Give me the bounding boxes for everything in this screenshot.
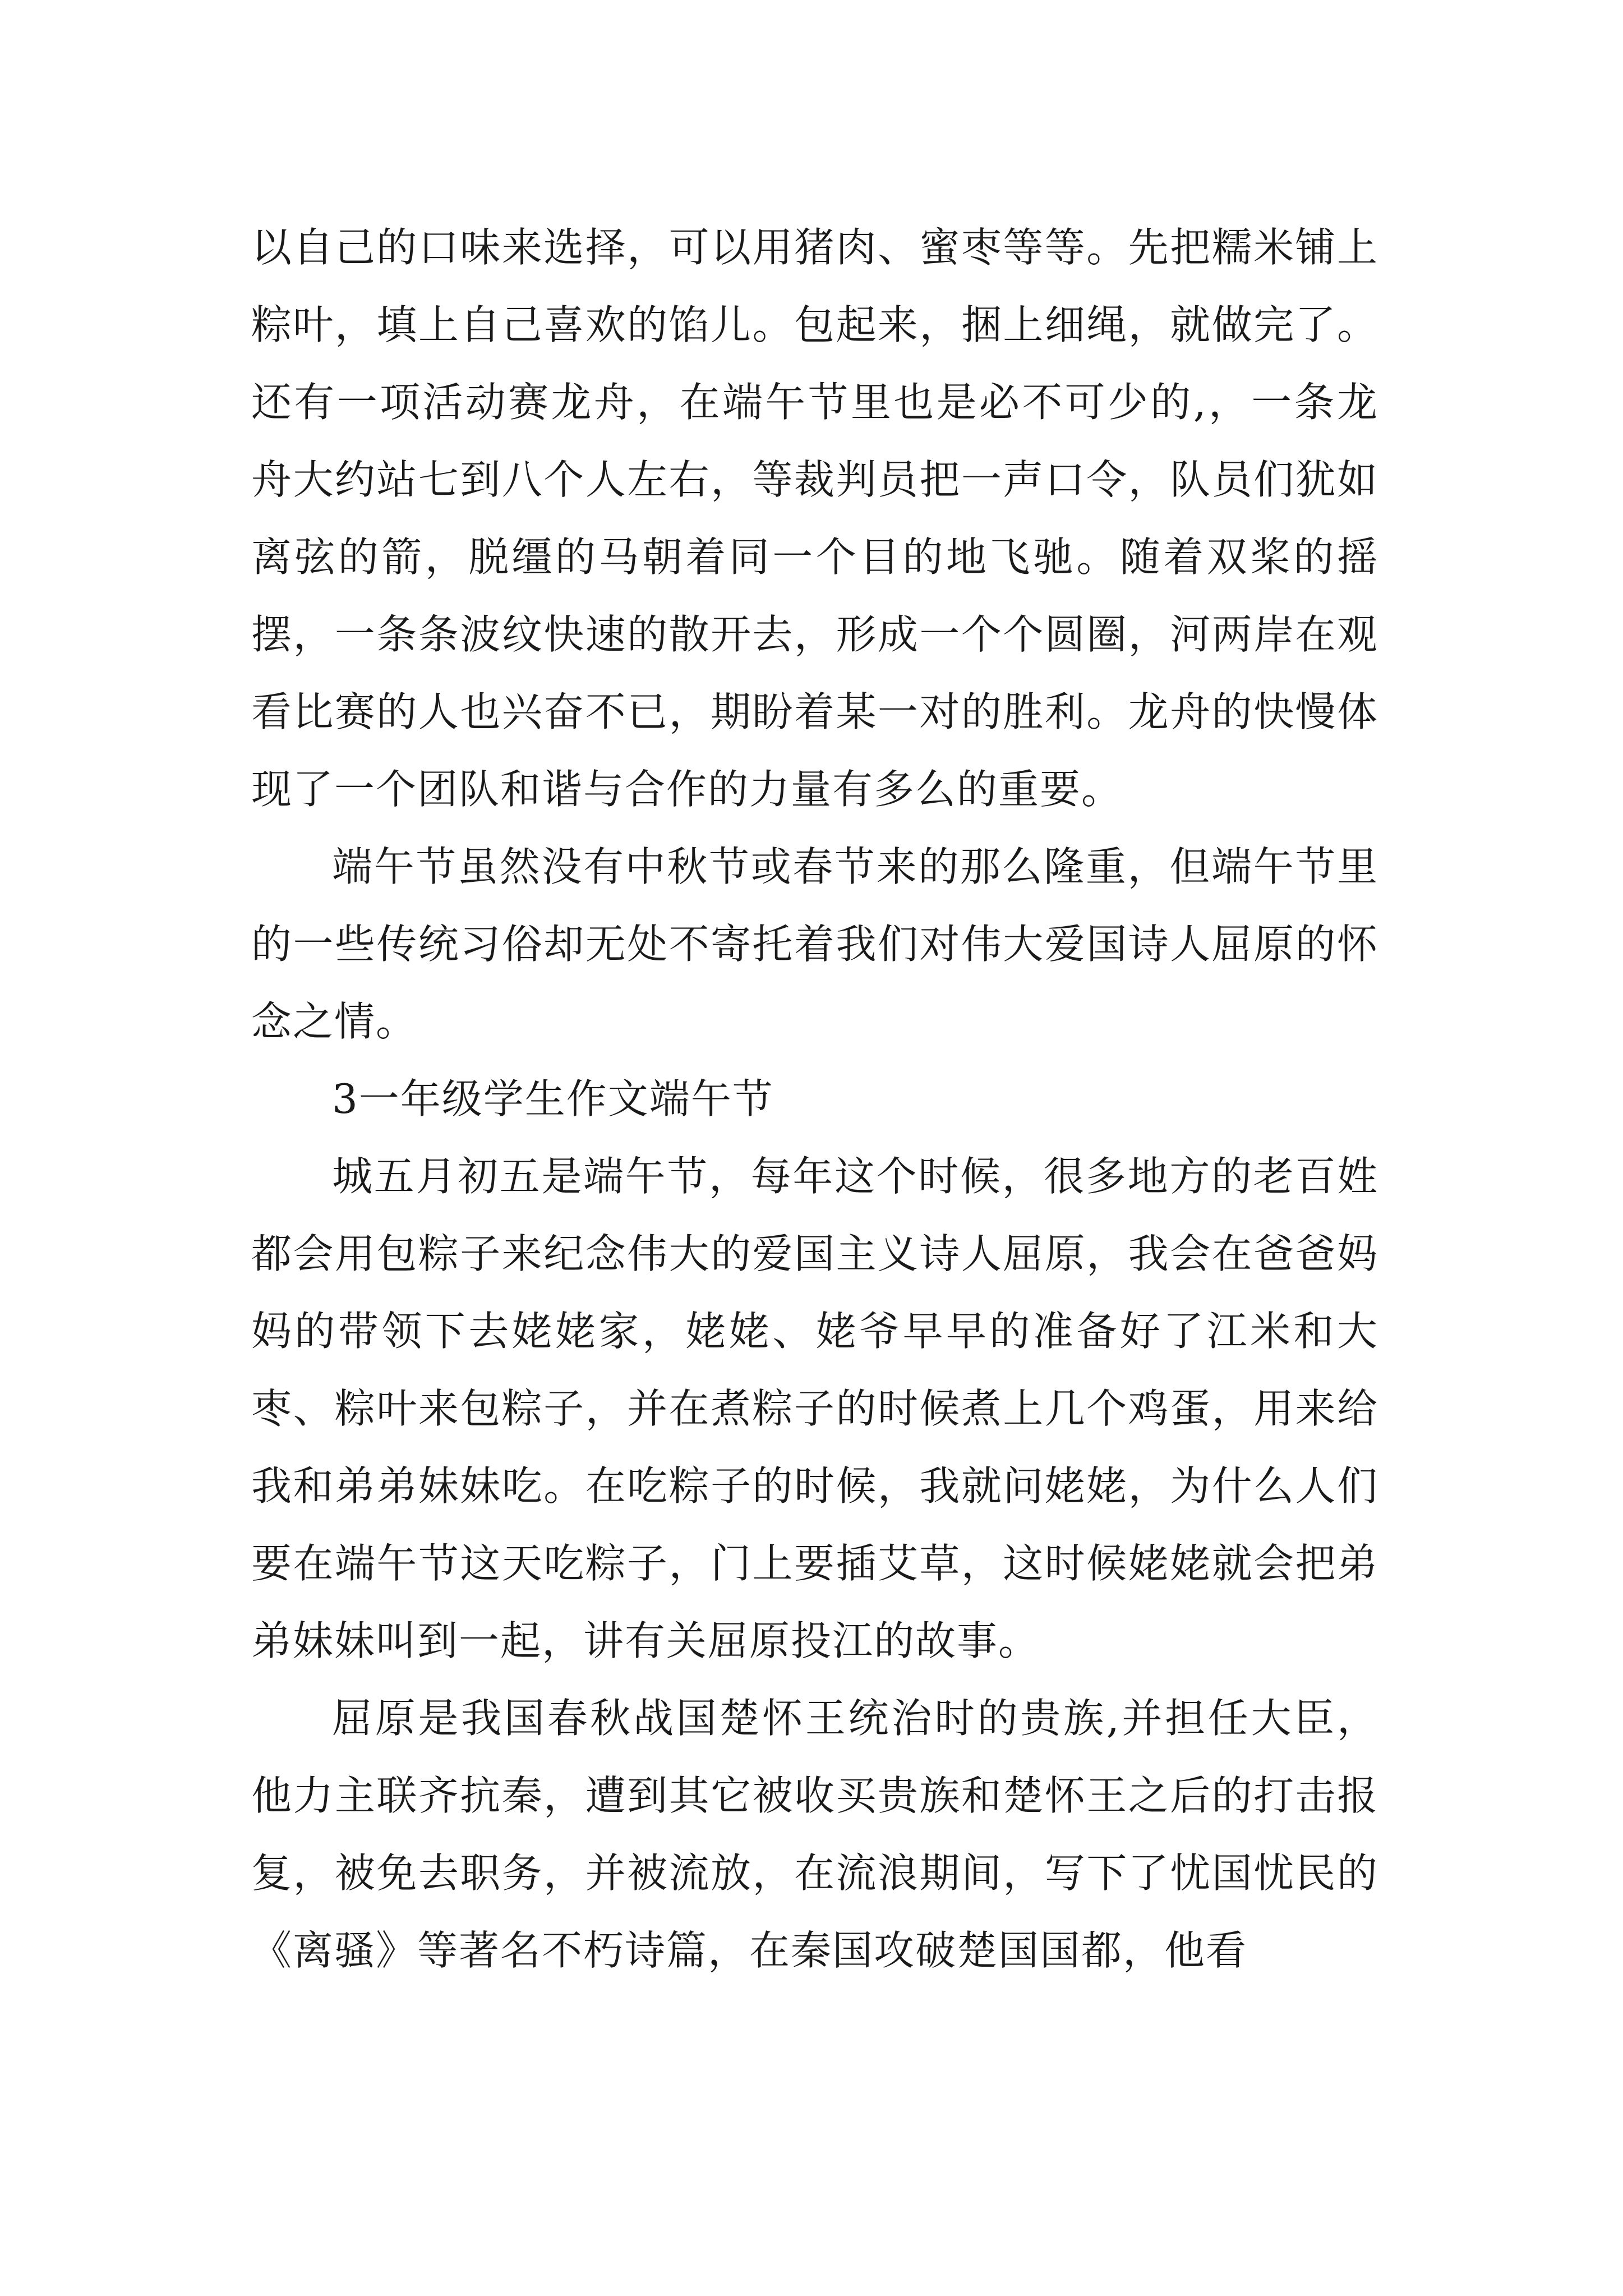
paragraph-4: 城五月初五是端午节，每年这个时候，很多地方的老百姓都会用包粽子来纪念伟大的爱国主义诗人屈原，我会在爸爸妈妈的带领下去姥姥家，姥姥、姥爷早早的准备好了江米和大枣、粽叶来包粽子，并在煮粽子的时候煮上几个鸡蛋，用来给我和弟弟妹妹吃。在吃粽子的时候，我就问姥姥，为什么人们要在端午节这天吃粽子，门上要插艾草，这时候姥姥就会把弟弟妹妹叫到一起，讲有关屈原投江的故事。 — [251, 1153, 1378, 1664]
document-body — [251, 209, 1378, 1989]
paragraph-5: 屈原是我国春秋战国楚怀王统治时的贵族,并担任大臣，他力主联齐抗秦，遭到其它被收买贵族和楚怀王之后的打击报复，被免去职务，并被流放，在流浪期间，写下了忧国忧民的《离骚》等著名不朽诗篇，在秦国攻破楚国国都，他看 — [251, 1695, 1378, 1974]
paragraph-1: 以自己的口味来选择，可以用猪肉、蜜枣等等。先把糯米铺上粽叶，填上自己喜欢的馅儿。包起来，捆上细绳，就做完了。 还有一项活动赛龙舟，在端午节里也是必不可少的,，一条龙舟大约站七到八个人左右，等裁判员把一声口令，队员们犹如离弦的箭，脱缰的马朝着同一个目的地飞驰。随着双桨的摇摆，一条条波纹快速的散开去，形成一个个圆圈，河两岸在观看比赛的人也兴奋不已，期盼着某一对的胜利。龙舟的快慢体现了一个团队和谐与合作的力量有多么的重要。 — [251, 224, 1378, 813]
paragraph-2: 端午节虽然没有中秋节或春节来的那么隆重，但端午节里的一些传统习俗却无处不寄托着我们对伟大爱国诗人屈原的怀念之情。 — [251, 843, 1378, 1045]
section-heading: 3一年级学生作文端午节 — [332, 1075, 774, 1122]
